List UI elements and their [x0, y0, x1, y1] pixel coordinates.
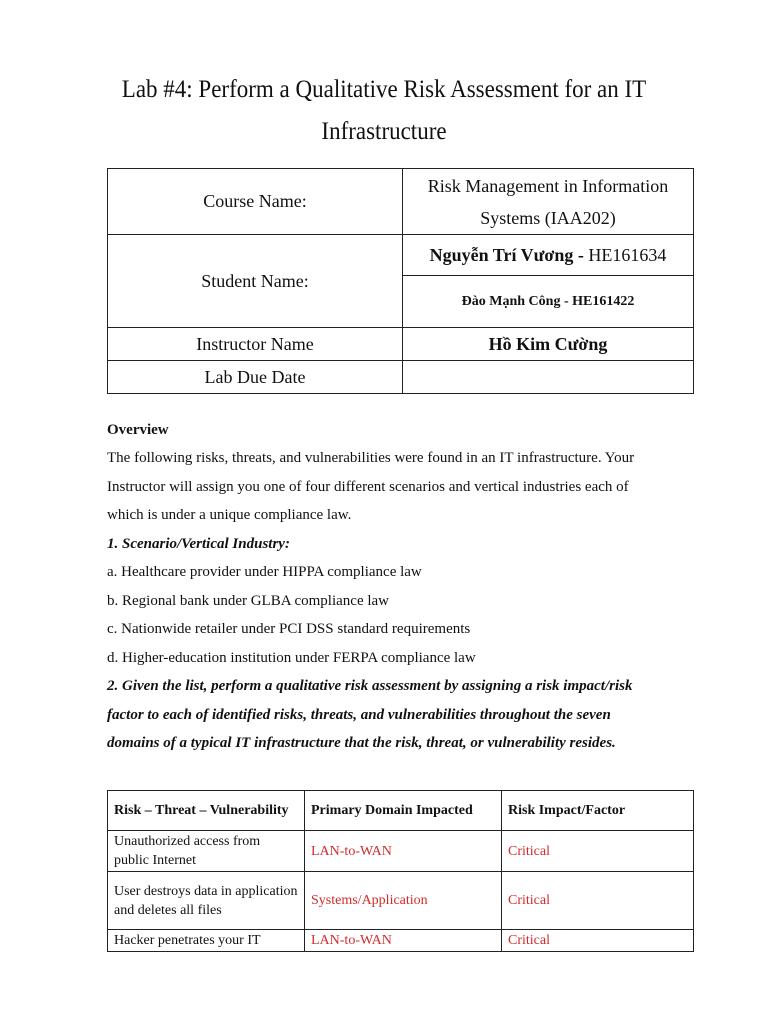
table-row — [108, 831, 694, 872]
course-name-value — [403, 169, 694, 235]
overview-line-2: Instructor will assign you one of four different scenarios and vertical industries each of — [107, 478, 629, 495]
overview-heading: Overview — [107, 422, 169, 438]
risk-cell: Unauthorized access from public Internet — [108, 831, 305, 872]
scenario-list — [107, 558, 687, 672]
domain-cell: LAN-to-WAN — [305, 831, 502, 872]
section-2-instructions — [107, 672, 687, 758]
impact-cell: Critical — [502, 930, 694, 952]
course-info-table — [107, 168, 694, 394]
student-2-name: Đào Mạnh Công - HE161422 — [403, 276, 694, 328]
overview-line-3: which is under a unique compliance law. — [107, 507, 352, 523]
domain-cell: LAN-to-WAN — [305, 930, 502, 952]
scenario-item: c. Nationwide retailer under PCI DSS standard requirements — [107, 621, 471, 637]
risk-cell: User destroys data in application and deletes all files — [108, 872, 305, 930]
course-name-label: Course Name: — [108, 169, 403, 235]
risk-assessment-table — [107, 790, 694, 952]
student-1-name-text: Nguyễn Trí Vương - — [429, 245, 589, 265]
lab-due-date-value — [403, 361, 694, 394]
impact-cell: Critical — [502, 831, 694, 872]
section-2-line-3: domains of a typical IT infrastructure that the risk, threat, or vulnerability resides. — [107, 735, 616, 751]
overview-paragraph — [107, 444, 687, 530]
section-2-line-2: factor to each of identified risks, threats, and vulnerabilities throughout the seven — [107, 706, 611, 723]
course-name-value-line2: Systems (IAA202) — [480, 207, 616, 228]
scenario-item: b. Regional bank under GLBA compliance law — [107, 592, 390, 609]
course-name-value-line1: Risk Management in Information — [427, 175, 669, 196]
impact-header: Risk Impact/Factor — [502, 791, 694, 831]
document-title-line-2: Infrastructure — [321, 118, 447, 145]
student-name-label: Student Name: — [108, 235, 403, 328]
section-2-line-1: 2. Given the list, perform a qualitative risk assessment by assigning a risk impact/risk — [107, 678, 633, 694]
student-1-name — [403, 235, 694, 276]
document-title-line-1: Lab #4: Perform a Qualitative Risk Assessment for an IT — [121, 76, 647, 103]
scenario-item: d. Higher-education institution under FERPA compliance law — [107, 649, 476, 666]
overview-line-1: The following risks, threats, and vulnerabilities were found in an IT infrastructure. Your — [107, 450, 635, 466]
domain-cell: Systems/Application — [305, 872, 502, 930]
lab-due-date-label: Lab Due Date — [108, 361, 403, 394]
scenario-item: a. Healthcare provider under HIPPA compliance law — [107, 564, 422, 580]
student-1-id: HE161634 — [588, 245, 667, 265]
impact-cell: Critical — [502, 872, 694, 930]
domain-header: Primary Domain Impacted — [305, 791, 502, 831]
instructor-name-value: Hồ Kim Cường — [403, 328, 694, 361]
table-row — [108, 872, 694, 930]
instructor-name-label: Instructor Name — [108, 328, 403, 361]
section-1-heading: 1. Scenario/Vertical Industry: — [107, 536, 290, 552]
risk-header: Risk – Threat – Vulnerability — [108, 791, 305, 831]
table-row — [108, 930, 694, 952]
risk-cell: Hacker penetrates your IT — [108, 930, 305, 952]
